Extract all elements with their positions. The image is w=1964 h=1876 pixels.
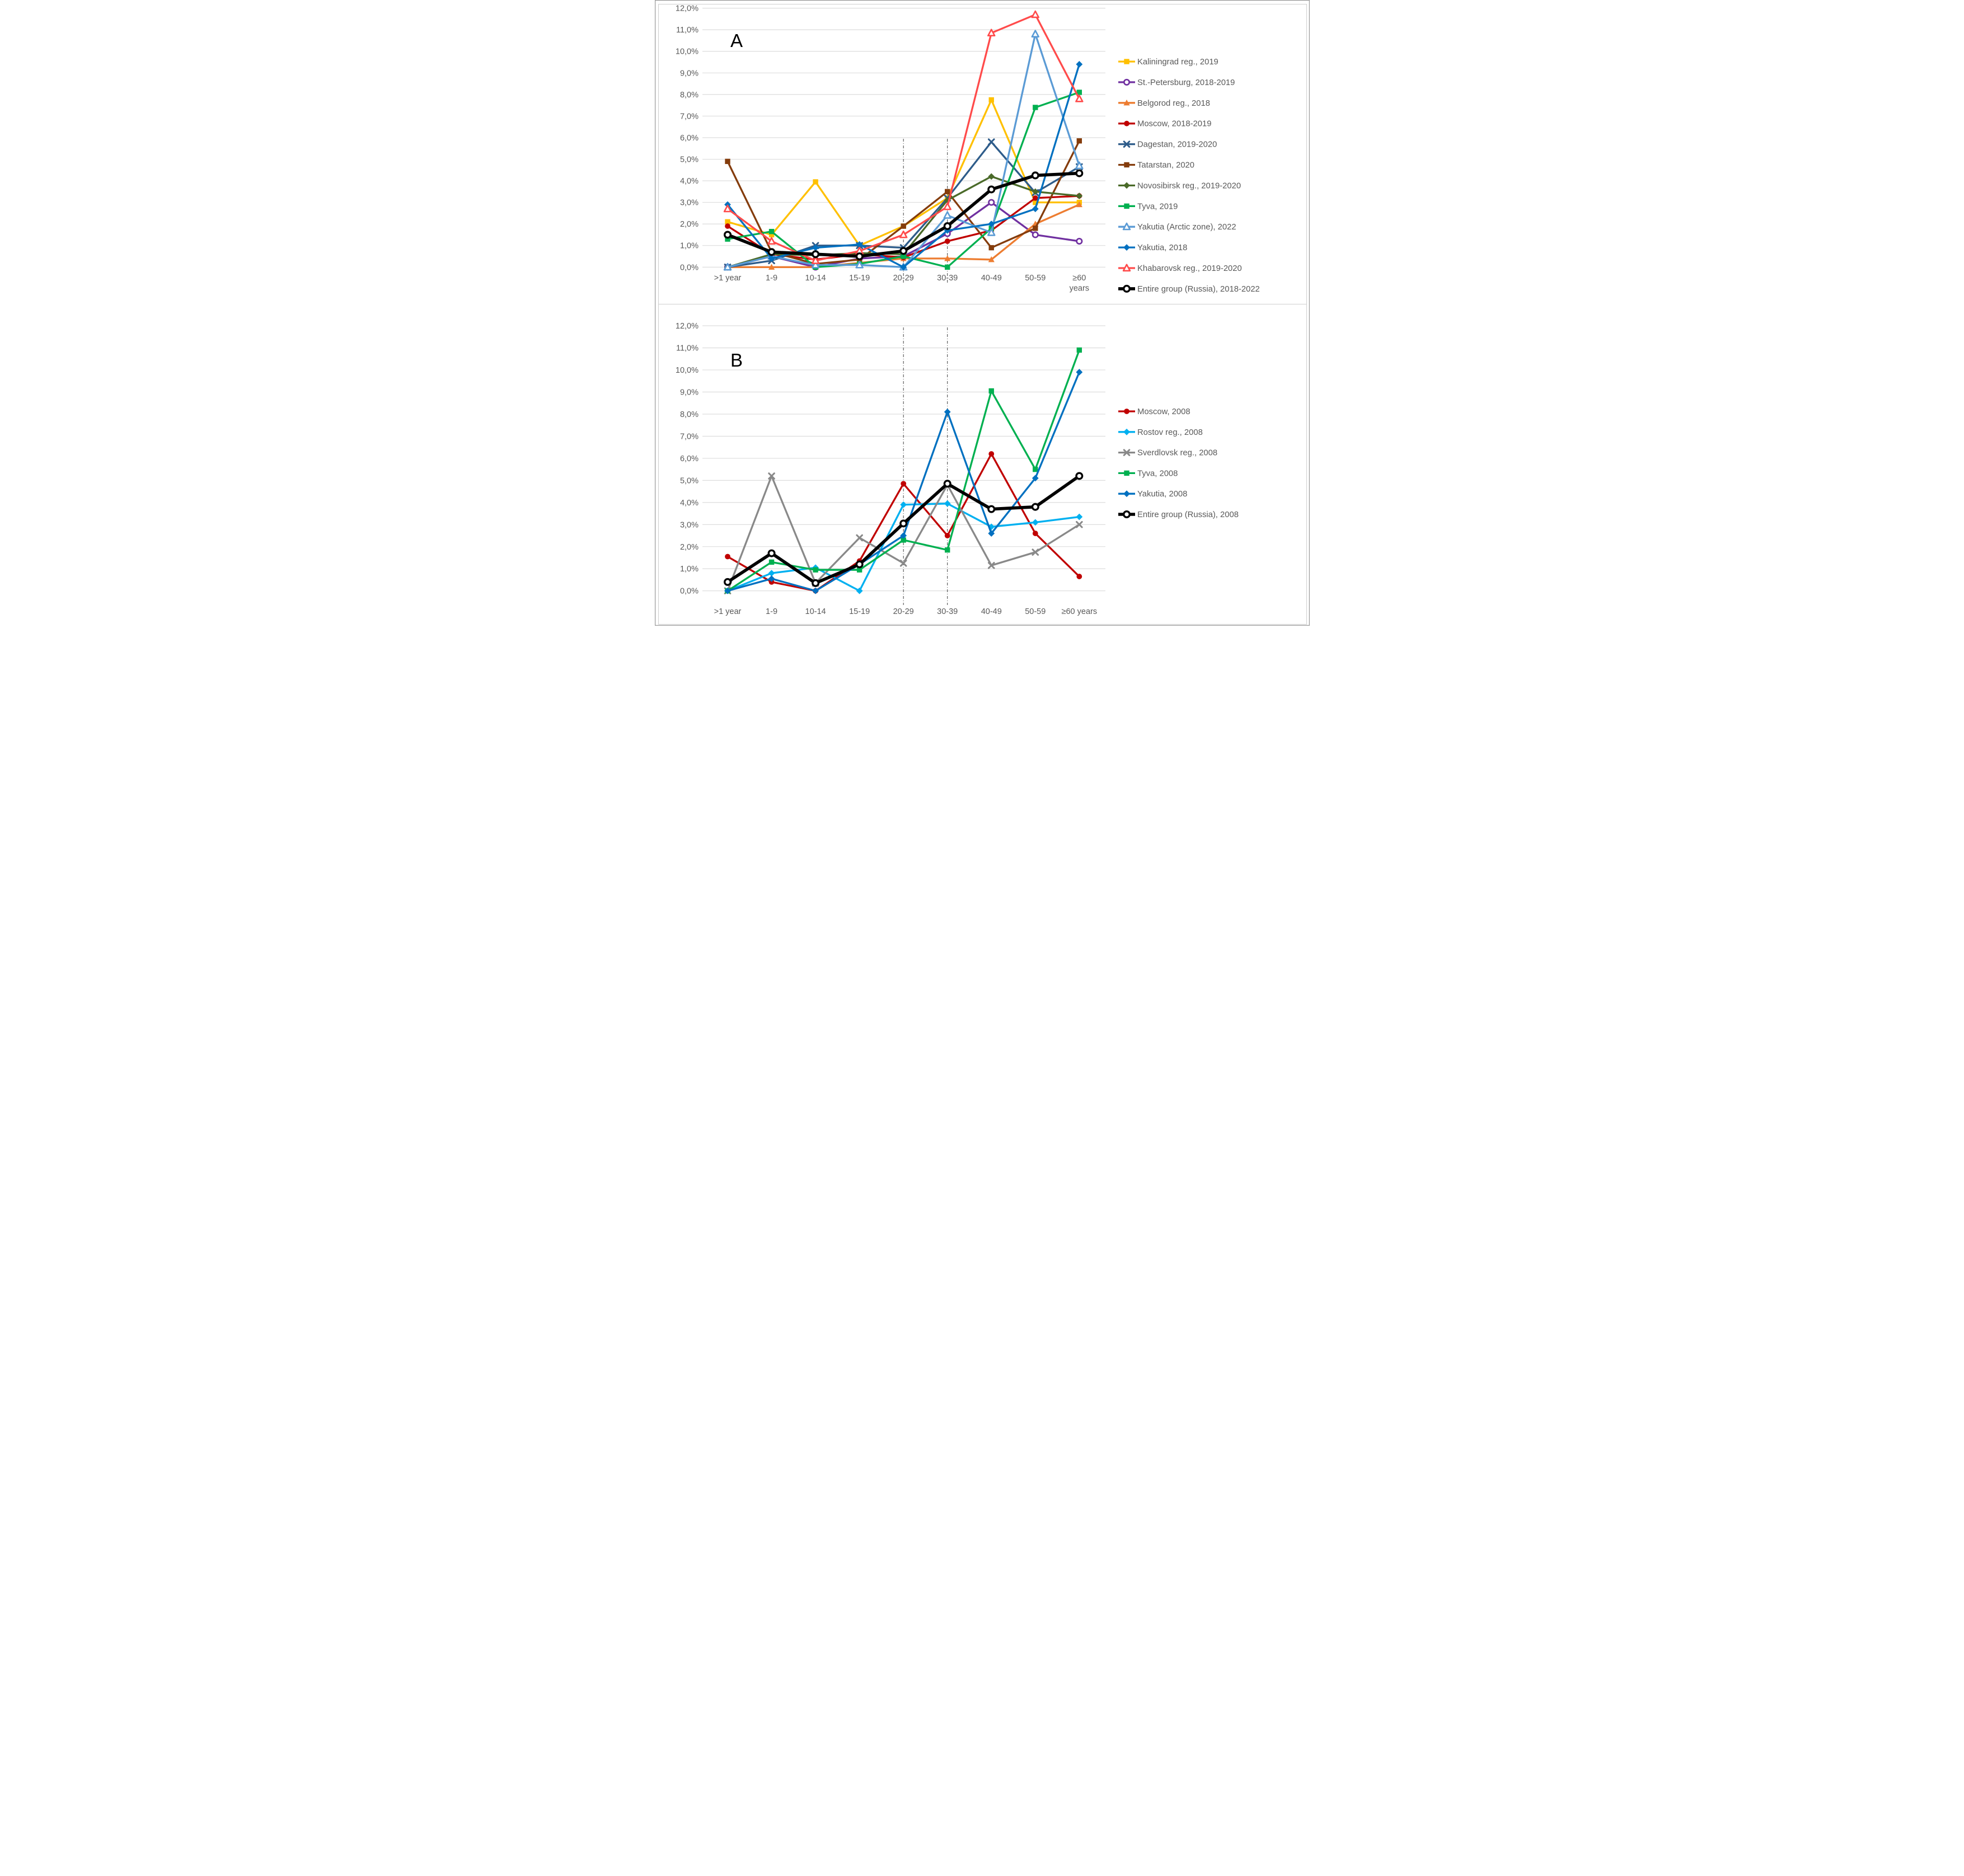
x-axis-label: years <box>1069 284 1089 293</box>
y-tick-label: 9,0% <box>679 69 699 78</box>
y-tick-label: 6,0% <box>679 454 699 463</box>
x-axis-label: 10-14 <box>805 274 826 283</box>
marker-circle <box>1032 531 1038 536</box>
marker-circle-open <box>1123 512 1129 518</box>
y-tick-label: 12,0% <box>675 4 699 13</box>
y-tick-label: 12,0% <box>675 322 699 331</box>
x-axis-label: 30-39 <box>936 274 958 283</box>
marker-circle-open <box>768 249 775 255</box>
y-tick-label: 4,0% <box>679 177 699 186</box>
figure <box>655 0 1310 626</box>
legend-item-khabarovsk-reg-2019-2020 <box>1118 264 1242 273</box>
legend-label: Moscow, 2018-2019 <box>1137 119 1211 129</box>
y-tick-label: 5,0% <box>679 476 699 486</box>
marker-circle-open <box>1076 170 1082 176</box>
marker-circle-open <box>724 579 730 585</box>
marker-square <box>945 265 950 270</box>
marker-square <box>1124 59 1129 64</box>
y-tick-label: 3,0% <box>679 520 699 530</box>
marker-square <box>1124 471 1129 476</box>
x-axis-label: 15-19 <box>849 274 870 283</box>
marker-square <box>988 97 993 102</box>
legend-label: Dagestan, 2019-2020 <box>1137 140 1217 149</box>
marker-square <box>901 223 906 228</box>
x-axis-label: ≥60 years <box>1061 607 1097 616</box>
y-tick-label: 7,0% <box>679 112 699 121</box>
x-axis-label: 40-49 <box>981 607 1002 616</box>
legend-label: Yakutia (Arctic zone), 2022 <box>1137 223 1236 232</box>
marker-circle <box>725 223 730 229</box>
figure-border <box>655 1 1309 626</box>
two-panel-line-chart <box>655 0 1310 626</box>
x-axis-label: 1-9 <box>765 274 777 283</box>
y-tick-label: 4,0% <box>679 498 699 508</box>
legend-label: Entire group (Russia), 2018-2022 <box>1137 284 1260 294</box>
marker-square <box>945 189 950 194</box>
x-axis-label: 40-49 <box>981 274 1002 283</box>
legend-label: Sverdlovsk reg., 2008 <box>1137 448 1217 458</box>
marker-circle-open <box>1076 473 1082 479</box>
legend-label: Kaliningrad reg., 2019 <box>1137 58 1218 67</box>
y-tick-label: 1,0% <box>679 565 699 574</box>
y-tick-label: 5,0% <box>679 155 699 165</box>
marker-circle <box>1076 574 1082 579</box>
y-tick-label: 10,0% <box>675 47 699 57</box>
marker-circle <box>988 451 994 457</box>
marker-square <box>813 179 818 184</box>
y-tick-label: 9,0% <box>679 388 699 397</box>
marker-circle <box>1124 409 1129 414</box>
x-axis-label: 20-29 <box>893 274 914 283</box>
marker-square <box>1124 162 1129 167</box>
y-tick-label: 2,0% <box>679 542 699 552</box>
marker-square <box>1124 204 1129 209</box>
marker-square <box>945 547 950 552</box>
marker-square <box>1033 105 1038 110</box>
marker-circle-open <box>944 481 950 487</box>
marker-square <box>1076 348 1081 353</box>
y-tick-label: 11,0% <box>676 26 699 35</box>
legend-label: Moscow, 2008 <box>1137 407 1190 416</box>
marker-circle-open <box>768 550 775 556</box>
y-tick-label: 0,0% <box>679 587 699 596</box>
legend-item-entire-group-russia-2018-2022 <box>1118 285 1260 294</box>
marker-circle <box>944 533 950 538</box>
legend-label: Entire group (Russia), 2008 <box>1137 510 1239 519</box>
marker-circle <box>1124 121 1129 126</box>
legend-label: Tyva, 2008 <box>1137 469 1178 479</box>
x-axis-label: 10-14 <box>805 607 826 616</box>
marker-square <box>1033 467 1038 472</box>
x-axis-label: >1 year <box>714 607 741 616</box>
legend-label: Yakutia, 2018 <box>1137 243 1187 253</box>
x-axis-label: 50-59 <box>1024 607 1046 616</box>
x-axis-label: >1 year <box>714 274 741 283</box>
legend-label: Tatarstan, 2020 <box>1137 161 1194 170</box>
marker-circle <box>944 238 950 244</box>
marker-square <box>988 245 993 250</box>
marker-square <box>768 560 774 565</box>
marker-circle-open <box>1124 79 1129 85</box>
panel-title-b: B <box>730 350 743 370</box>
legend-label: St.-Petersburg, 2018-2019 <box>1137 78 1235 87</box>
legend-label: Belgorod reg., 2018 <box>1137 99 1210 108</box>
panel-title-a: A <box>730 30 743 51</box>
marker-circle <box>901 481 906 486</box>
marker-circle-open <box>900 520 906 527</box>
marker-square <box>988 388 993 393</box>
legend-label: Rostov reg., 2008 <box>1137 428 1203 437</box>
panel-b-x-axis-labels <box>714 607 1096 616</box>
y-tick-label: 0,0% <box>679 263 699 273</box>
y-tick-label: 8,0% <box>679 410 699 419</box>
marker-circle-open <box>900 248 906 254</box>
marker-square <box>813 568 818 573</box>
marker-circle-open <box>1033 232 1038 237</box>
marker-square <box>725 159 730 164</box>
y-tick-label: 10,0% <box>675 366 699 375</box>
legend-label: Khabarovsk reg., 2019-2020 <box>1137 264 1242 273</box>
x-axis-label: 30-39 <box>936 607 958 616</box>
legend-label: Novosibirsk reg., 2019-2020 <box>1137 181 1241 191</box>
marker-circle-open <box>988 200 993 205</box>
marker-circle-open <box>944 223 950 229</box>
marker-circle-open <box>856 561 863 568</box>
y-tick-label: 8,0% <box>679 90 699 100</box>
marker-circle-open <box>1032 504 1038 510</box>
marker-square <box>1033 226 1038 231</box>
x-axis-label: ≥60 <box>1072 274 1086 283</box>
x-axis-label: 20-29 <box>893 607 914 616</box>
marker-circle-open <box>988 506 994 512</box>
marker-circle-open <box>812 251 818 257</box>
marker-circle-open <box>1076 238 1081 243</box>
y-tick-label: 6,0% <box>679 133 699 143</box>
legend-label: Tyva, 2019 <box>1137 202 1178 212</box>
x-axis-label: 15-19 <box>849 607 870 616</box>
x-axis-label: 1-9 <box>765 607 777 616</box>
marker-circle-open <box>988 186 994 193</box>
x-axis-label: 50-59 <box>1024 274 1046 283</box>
y-tick-label: 11,0% <box>676 344 699 353</box>
marker-circle-open <box>1032 172 1038 179</box>
y-tick-label: 2,0% <box>679 220 699 229</box>
y-tick-label: 3,0% <box>679 198 699 208</box>
legend-label: Yakutia, 2008 <box>1137 490 1187 499</box>
marker-square <box>1076 138 1081 143</box>
marker-circle <box>725 554 730 560</box>
marker-circle-open <box>856 254 863 260</box>
y-tick-label: 1,0% <box>679 241 699 251</box>
marker-circle-open <box>724 232 730 238</box>
y-tick-label: 7,0% <box>679 432 699 442</box>
marker-circle-open <box>812 580 818 587</box>
marker-circle-open <box>1123 286 1129 292</box>
marker-square <box>768 229 774 234</box>
